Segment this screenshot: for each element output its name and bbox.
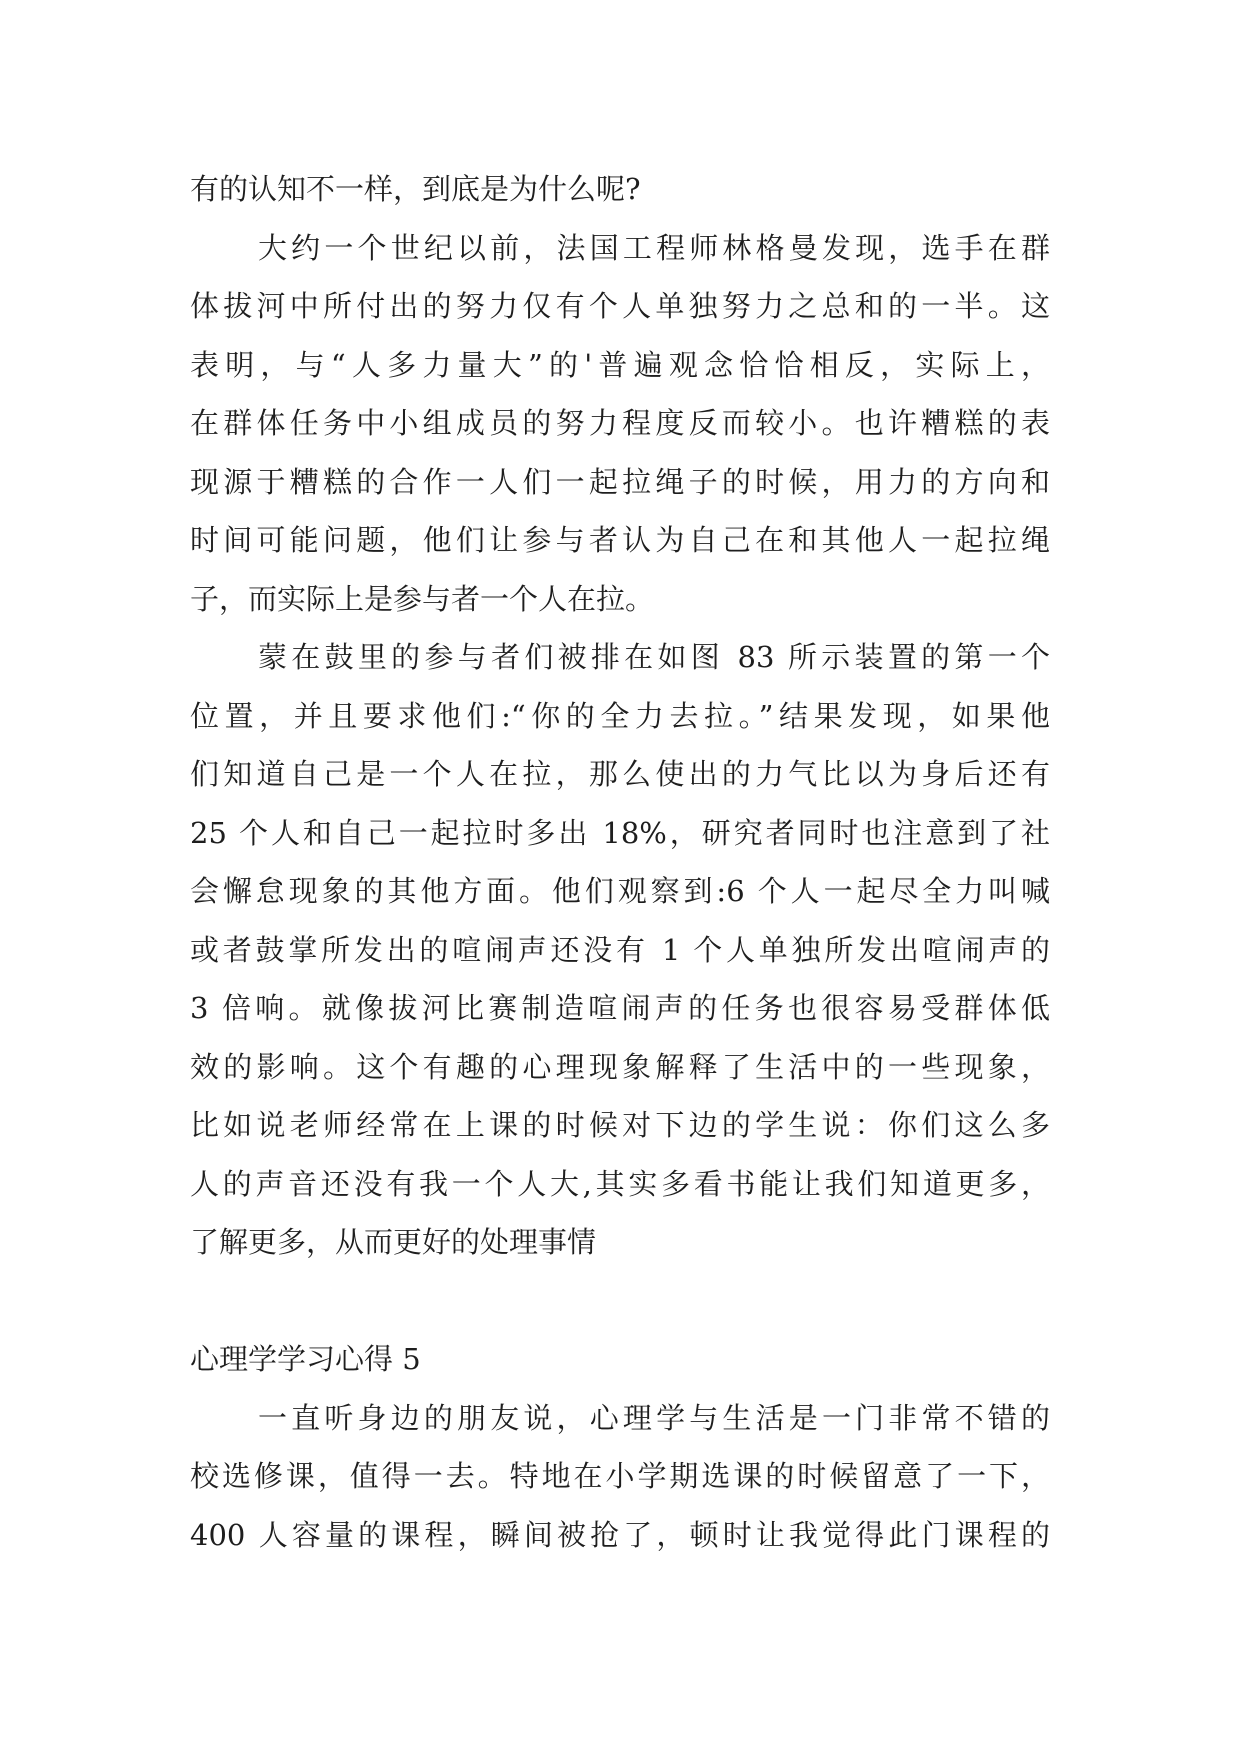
text-line: 会懈怠现象的其他方面。他们观察到:6 个人一起尽全力叫喊 — [190, 874, 1050, 908]
text-line: 或者鼓掌所发出的喧闹声还没有 1 个人单独所发出喧闹声的 — [190, 932, 1050, 967]
section-heading: 心理学学习心得 5 — [190, 1342, 421, 1376]
text-line: 们知道自己是一个人在拉，那么使出的力气比以为身后还有 — [190, 757, 1050, 791]
paragraph-course-intro — [190, 1389, 1050, 1565]
text-line: 400 人容量的课程，瞬间被抢了，顿时让我觉得此门课程的 — [190, 1517, 1050, 1552]
text-line: 了解更多，从而更好的处理事情 — [190, 1225, 597, 1259]
text-line: 体拔河中所付出的努力仅有个人单独努力之总和的一半。这 — [190, 289, 1050, 323]
paragraph-social-loafing — [190, 628, 1050, 1272]
text-line: 在群体任务中小组成员的努力程度反而较小。也许糟糕的表 — [190, 406, 1050, 440]
text-line: 效的影响。这个有趣的心理现象解释了生活中的一些现象， — [190, 1049, 1050, 1084]
document-body — [190, 160, 1050, 1564]
text-line: 3 倍响。就像拔河比赛制造喧闹声的任务也很容易受群体低 — [190, 991, 1050, 1025]
text-line: 时间可能问题，他们让参与者认为自己在和其他人一起拉绳 — [190, 523, 1050, 557]
text-line: 人的声音还没有我一个人大,其实多看书能让我们知道更多， — [190, 1166, 1050, 1201]
text-line: 一直听身边的朋友说，心理学与生活是一门非常不错的 — [258, 1400, 1050, 1435]
text-line: 子，而实际上是参与者一个人在拉。 — [190, 581, 655, 616]
text-line: 蒙在鼓里的参与者们被排在如图 83 所示装置的第一个 — [258, 640, 1050, 674]
paragraph-ringelmann — [190, 219, 1050, 629]
text-line: 位置，并且要求他们:“你的全力去拉。”结果发现，如果他 — [190, 698, 1050, 733]
section-spacer — [190, 1272, 1050, 1331]
text-line: 25 个人和自己一起拉时多出 18%，研究者同时也注意到了社 — [190, 815, 1050, 850]
text-line: 大约一个世纪以前，法国工程师林格曼发现，选手在群 — [258, 230, 1050, 265]
text-line: 现源于糟糕的合作一人们一起拉绳子的时候，用力的方向和 — [190, 464, 1050, 499]
text-line: 校选修课，值得一去。特地在小学期选课的时候留意了一下， — [190, 1459, 1050, 1493]
text-line: 表明，与“人多力量大”的'普遍观念恰恰相反，实际上， — [190, 347, 1050, 382]
text-line: 有的认知不一样，到底是为什么呢? — [190, 172, 641, 206]
text-line: 比如说老师经常在上课的时候对下边的学生说：你们这么多 — [190, 1108, 1050, 1142]
paragraph-continuation — [190, 160, 1050, 219]
